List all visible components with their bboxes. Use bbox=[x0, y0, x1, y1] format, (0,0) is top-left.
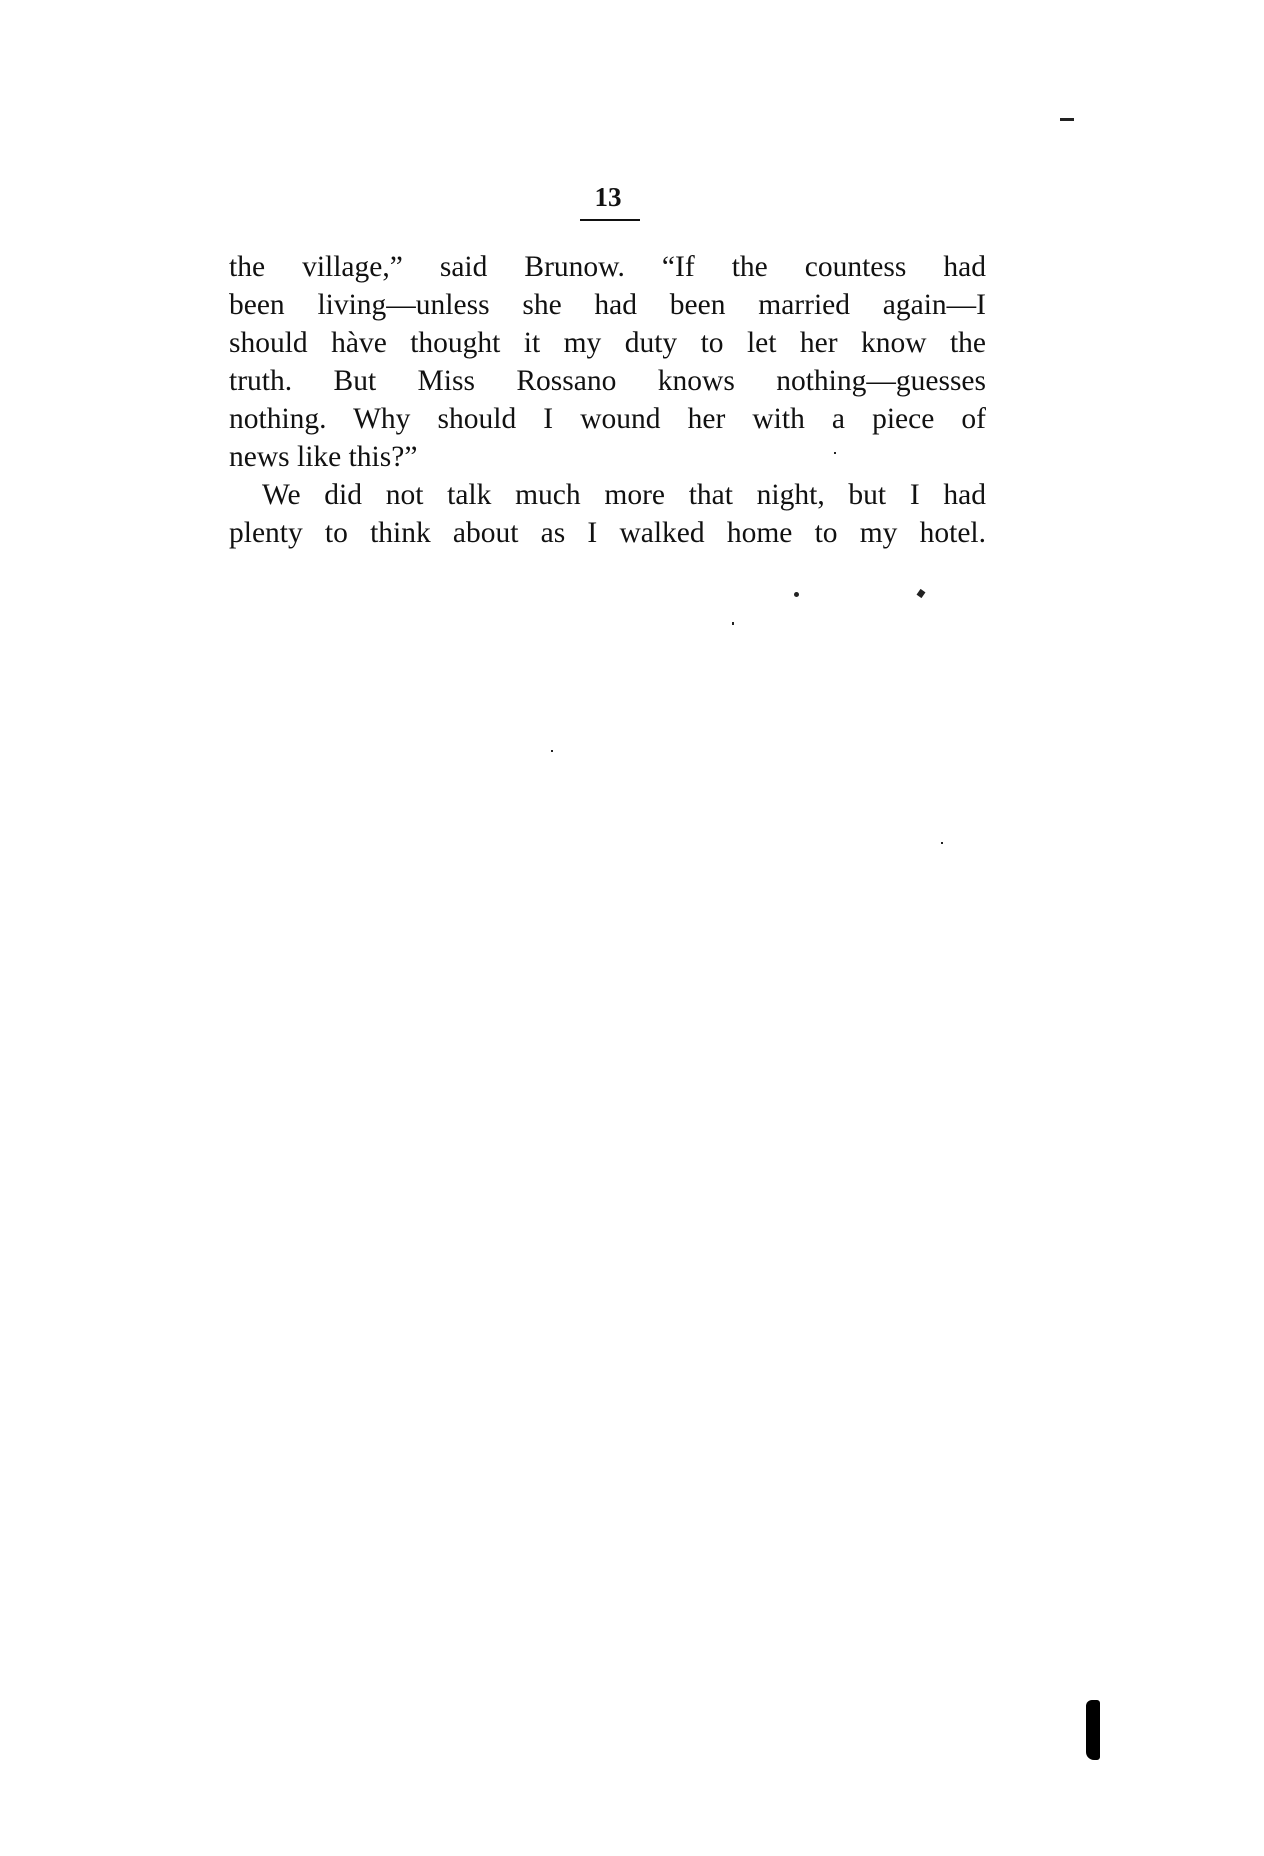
scan-speck bbox=[732, 622, 734, 625]
text-line: been living—unless she had been married again—I bbox=[229, 289, 986, 321]
scan-speck bbox=[551, 750, 553, 752]
text-line: We did not talk much more that night, but I had bbox=[262, 479, 986, 511]
scan-speck bbox=[834, 452, 836, 454]
body-text bbox=[229, 248, 986, 552]
text-line: nothing. Why should I wound her with a piece of bbox=[229, 403, 986, 435]
text-line: should hàve thought it my duty to let her know the bbox=[229, 327, 986, 359]
scan-speck bbox=[917, 589, 926, 598]
scan-speck bbox=[1060, 118, 1074, 121]
text-line: the village,” said Brunow. “If the countess had bbox=[229, 251, 986, 283]
scan-speck bbox=[941, 842, 943, 844]
text-line: news like this?” bbox=[229, 441, 418, 473]
edge-mark bbox=[1086, 1700, 1100, 1760]
paragraph bbox=[229, 476, 986, 552]
text-line: truth. But Miss Rossano knows nothing—guesses bbox=[229, 365, 986, 397]
page-number: 13 bbox=[594, 182, 622, 212]
page-number-rule bbox=[580, 219, 640, 221]
text-line: plenty to think about as I walked home to my hotel. bbox=[229, 517, 986, 549]
paragraph bbox=[229, 248, 986, 476]
scan-speck bbox=[794, 592, 799, 597]
